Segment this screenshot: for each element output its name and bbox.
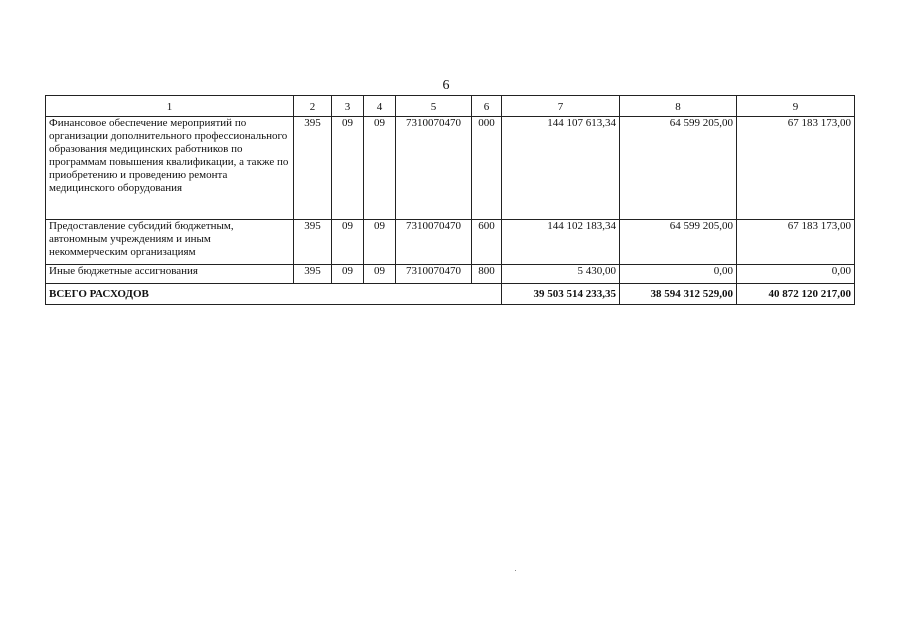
row-name: Финансовое обеспечение мероприятий по организации дополнительного профессионального образования медицинских работников по программам повышения квалификации, а также по приобретению и проведению ремонта медицинского оборудования bbox=[46, 117, 294, 220]
row-col-3: 09 bbox=[332, 220, 364, 265]
header-cell-3: 3 bbox=[332, 96, 364, 117]
header-cell-6: 6 bbox=[472, 96, 502, 117]
header-cell-9: 9 bbox=[737, 96, 855, 117]
header-cell-8: 8 bbox=[620, 96, 737, 117]
total-label: ВСЕГО РАСХОДОВ bbox=[46, 284, 502, 305]
scan-speck bbox=[515, 570, 516, 571]
row-col-5: 7310070470 bbox=[396, 117, 472, 220]
total-col-7: 39 503 514 233,35 bbox=[502, 284, 620, 305]
row-col-6: 000 bbox=[472, 117, 502, 220]
row-col-3: 09 bbox=[332, 117, 364, 220]
header-row bbox=[46, 96, 855, 117]
row-col-6: 800 bbox=[472, 265, 502, 284]
row-col-8: 64 599 205,00 bbox=[620, 220, 737, 265]
row-col-9: 0,00 bbox=[737, 265, 855, 284]
row-col-9: 67 183 173,00 bbox=[737, 117, 855, 220]
table-row bbox=[46, 117, 855, 220]
row-col-5: 7310070470 bbox=[396, 220, 472, 265]
row-col-8: 0,00 bbox=[620, 265, 737, 284]
row-col-7: 144 102 183,34 bbox=[502, 220, 620, 265]
row-col-2: 395 bbox=[294, 117, 332, 220]
budget-table bbox=[45, 95, 855, 305]
page-number: 6 bbox=[442, 78, 450, 93]
header-cell-2: 2 bbox=[294, 96, 332, 117]
row-name: Предоставление субсидий бюджетным, автономным учреждениям и иным некоммерческим организациям bbox=[46, 220, 294, 265]
row-name: Иные бюджетные ассигнования bbox=[46, 265, 294, 284]
table-row bbox=[46, 265, 855, 284]
row-col-4: 09 bbox=[364, 117, 396, 220]
header-cell-4: 4 bbox=[364, 96, 396, 117]
header-cell-5: 5 bbox=[396, 96, 472, 117]
total-row bbox=[46, 284, 855, 305]
row-col-7: 144 107 613,34 bbox=[502, 117, 620, 220]
row-col-2: 395 bbox=[294, 220, 332, 265]
row-col-8: 64 599 205,00 bbox=[620, 117, 737, 220]
row-col-4: 09 bbox=[364, 265, 396, 284]
row-col-4: 09 bbox=[364, 220, 396, 265]
row-col-7: 5 430,00 bbox=[502, 265, 620, 284]
row-col-9: 67 183 173,00 bbox=[737, 220, 855, 265]
row-col-3: 09 bbox=[332, 265, 364, 284]
row-col-5: 7310070470 bbox=[396, 265, 472, 284]
header-cell-1: 1 bbox=[46, 96, 294, 117]
header-cell-7: 7 bbox=[502, 96, 620, 117]
row-col-2: 395 bbox=[294, 265, 332, 284]
row-col-6: 600 bbox=[472, 220, 502, 265]
total-col-8: 38 594 312 529,00 bbox=[620, 284, 737, 305]
table-row bbox=[46, 220, 855, 265]
total-col-9: 40 872 120 217,00 bbox=[737, 284, 855, 305]
